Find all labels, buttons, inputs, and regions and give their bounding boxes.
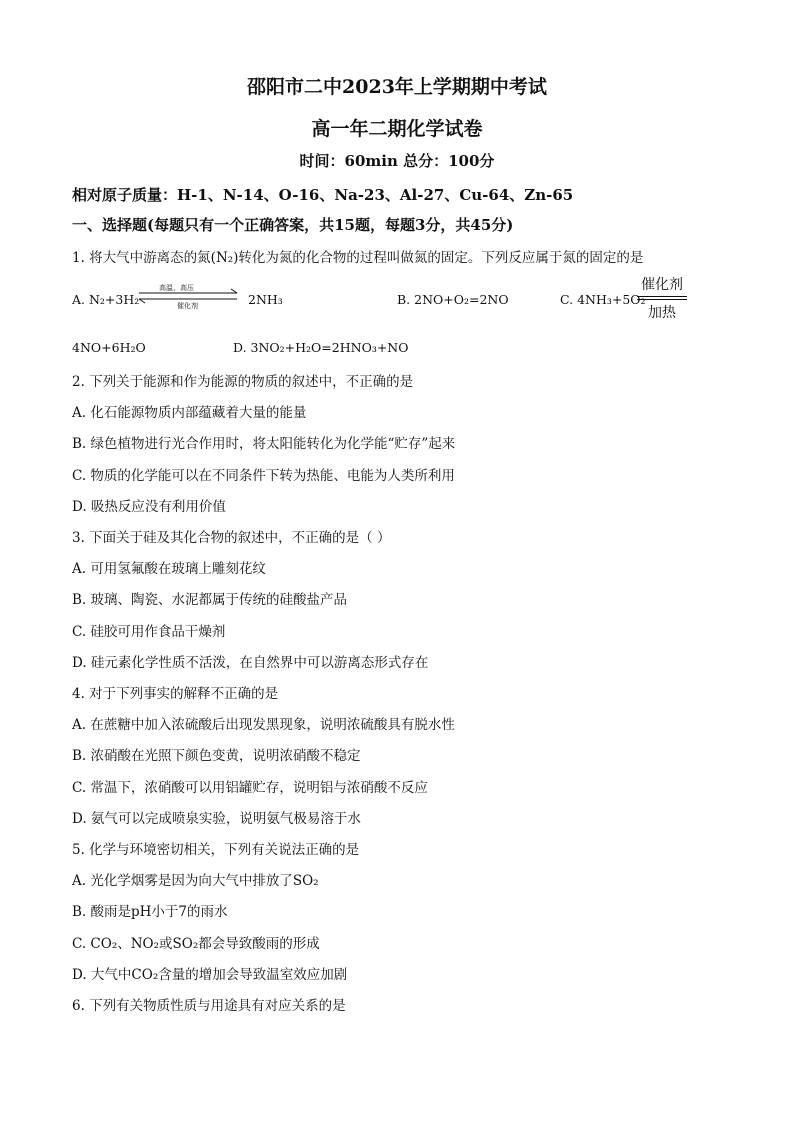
- q4-option-c: C. 常温下，浓硝酸可以用铝罐贮存，说明铝与浓硝酸不反应: [72, 780, 428, 796]
- q5-option-c: C. CO₂、NO₂或SO₂都会导致酸雨的形成: [72, 936, 320, 952]
- atomic-masses: 相对原子质量：H-1、N-14、O-16、Na-23、Al-27、Cu-64、Zn-65: [72, 186, 574, 204]
- q5-option-d: D. 大气中CO₂含量的增加会导致温室效应加剧: [72, 967, 348, 983]
- q1-c-double-bar: [637, 296, 687, 300]
- q2-option-a: A. 化石能源物质内部蕴藏着大量的能量: [72, 405, 307, 421]
- q1-c-condition-top: 催化剂: [641, 277, 683, 293]
- q5-stem: 5. 化学与环境密切相关，下列有关说法正确的是: [72, 842, 360, 858]
- q1-option-c-cont: 4NO+6H₂O: [72, 340, 146, 355]
- q4-option-a: A. 在蔗糖中加入浓硫酸后出现发黑现象，说明浓硫酸具有脱水性: [72, 717, 455, 733]
- q1-option-a-right: 2NH₃: [248, 292, 283, 307]
- exam-title: 邵阳市二中2023年上学期期中考试: [247, 76, 547, 98]
- q1-a-condition-top: 高温、高压: [159, 284, 194, 292]
- q2-option-c: C. 物质的化学能可以在不同条件下转为热能、电能为人类所利用: [72, 468, 455, 484]
- q3-option-c: C. 硅胶可用作食品干燥剂: [72, 624, 226, 640]
- q2-option-b: B. 绿色植物进行光合作用时，将太阳能转化为化学能“贮存”起来: [72, 436, 456, 452]
- q3-option-d: D. 硅元素化学性质不活泼，在自然界中可以游离态形式存在: [72, 655, 429, 671]
- q2-stem: 2. 下列关于能源和作为能源的物质的叙述中，不正确的是: [72, 374, 414, 390]
- q3-option-a: A. 可用氢氟酸在玻璃上雕刻花纹: [72, 561, 266, 577]
- q1-a-condition-bottom: 催化剂: [177, 302, 198, 310]
- q1-option-a-left: A. N₂+3H₂: [72, 292, 140, 307]
- reversible-arrow: [133, 281, 243, 315]
- section-heading: 一、选择题(每题只有一个正确答案，共15题，每题3分，共45分): [72, 216, 514, 234]
- q2-option-d: D. 吸热反应没有利用价值: [72, 499, 226, 515]
- q3-option-b: B. 玻璃、陶瓷、水泥都属于传统的硅酸盐产品: [72, 592, 348, 608]
- exam-meta: 时间：60min 总分：100分: [299, 152, 495, 170]
- q1-option-b: B. 2NO+O₂=2NO: [397, 292, 509, 307]
- q1-option-c-left: C. 4NH₃+5O₂: [560, 292, 646, 307]
- q1-c-condition-bottom: 加热: [648, 305, 676, 321]
- exam-subtitle: 高一年二期化学试卷: [311, 118, 483, 140]
- q5-option-a: A. 光化学烟雾是因为向大气中排放了SO₂: [72, 873, 319, 889]
- q1-option-d: D. 3NO₂+H₂O=2HNO₃+NO: [233, 340, 409, 355]
- q1-stem: 1. 将大气中游离态的氮(N₂)转化为氮的化合物的过程叫做氮的固定。下列反应属于氮的固定的是: [72, 250, 644, 266]
- q1-c-condition: [637, 274, 687, 322]
- q4-option-b: B. 浓硝酸在光照下颜色变黄，说明浓硝酸不稳定: [72, 748, 361, 764]
- q4-stem: 4. 对于下列事实的解释不正确的是: [72, 686, 279, 702]
- q4-option-d: D. 氨气可以完成喷泉实验，说明氨气极易溶于水: [72, 811, 361, 827]
- q6-stem: 6. 下列有关物质性质与用途具有对应关系的是: [72, 998, 346, 1014]
- q3-stem: 3. 下面关于硅及其化合物的叙述中，不正确的是（ ）: [72, 530, 391, 546]
- q5-option-b: B. 酸雨是pH小于7的雨水: [72, 904, 228, 920]
